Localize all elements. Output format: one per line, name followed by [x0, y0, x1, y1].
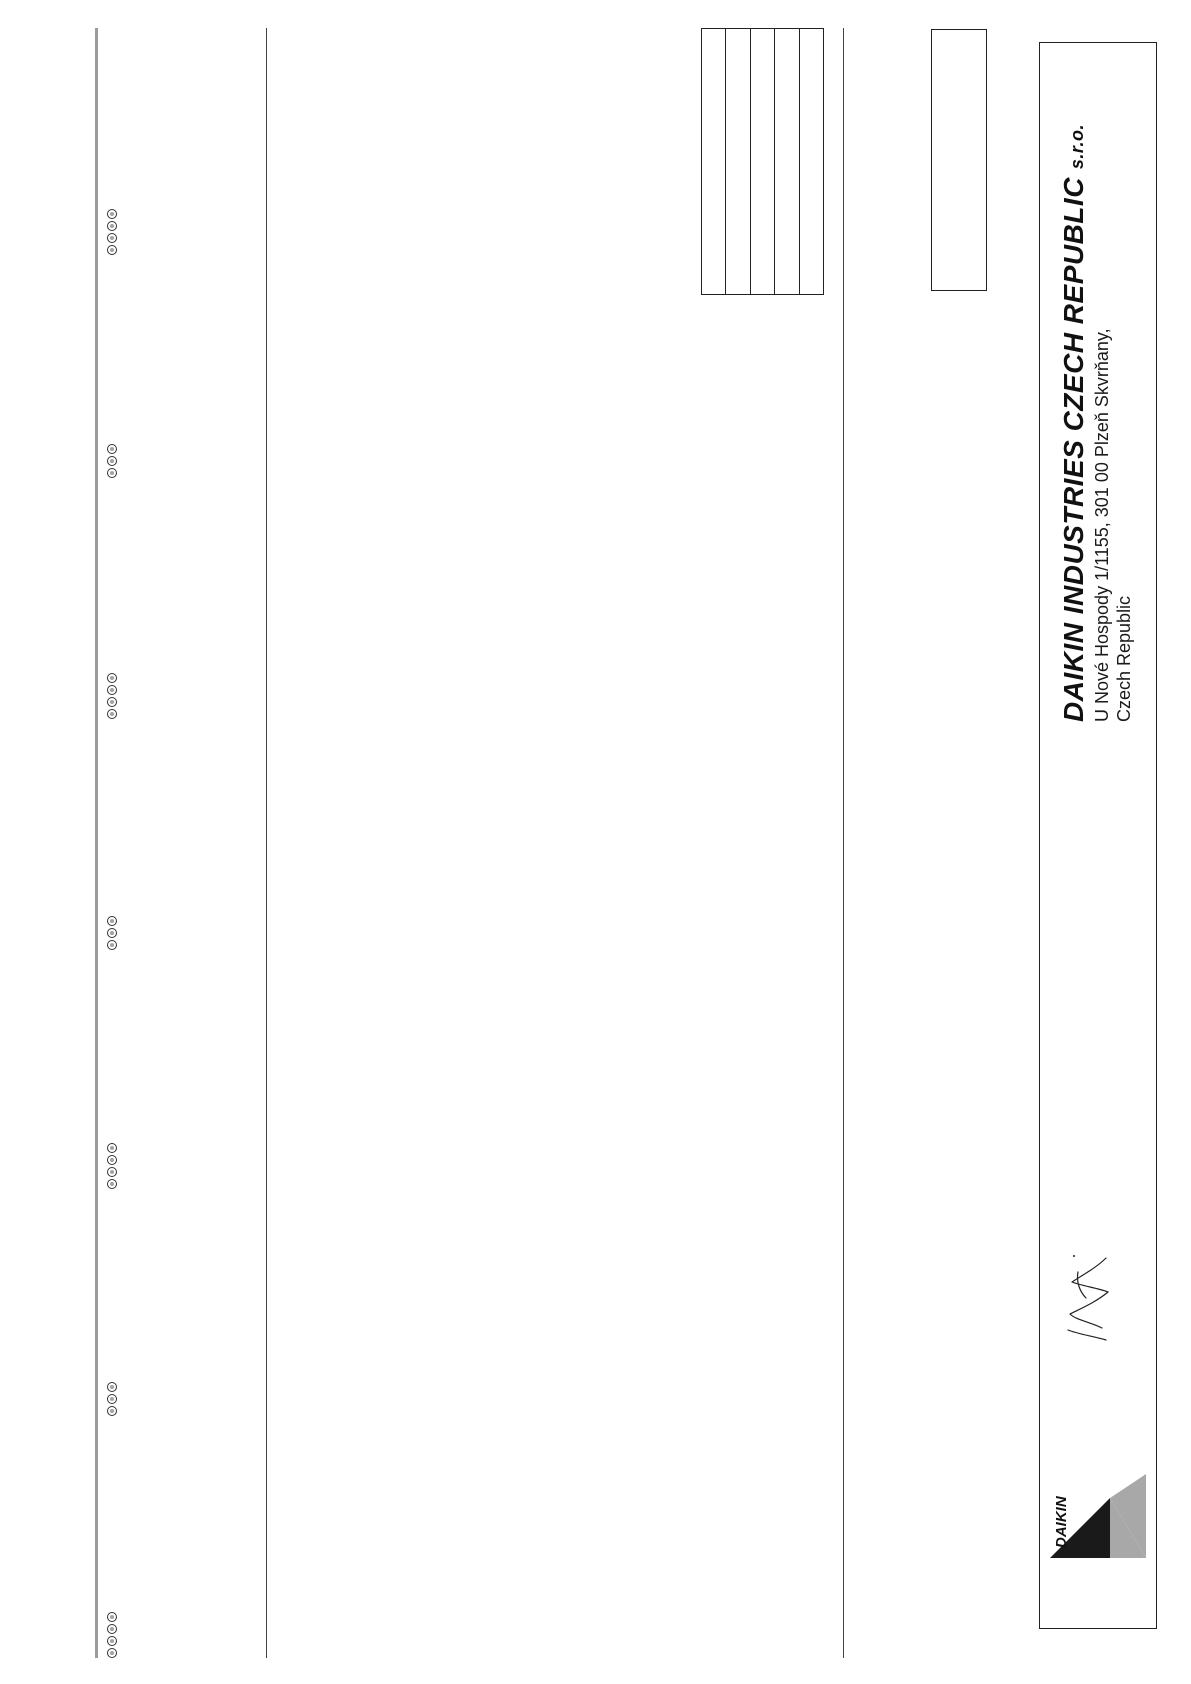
circled-marker-icon: [107, 940, 117, 950]
circled-marker-icon: [107, 456, 117, 466]
circled-marker-icon: [107, 685, 117, 695]
company-info-box: [1039, 42, 1157, 1629]
circled-marker-icon: [107, 1167, 117, 1177]
circled-marker-icon: [107, 1143, 117, 1153]
signature-icon: [1062, 1252, 1114, 1344]
circled-marker-icon: [107, 1382, 117, 1392]
daikin-logo-icon: [1050, 1474, 1146, 1558]
marker-group: [104, 444, 120, 478]
circled-marker-icon: [107, 1612, 117, 1622]
circled-marker-icon: [107, 1394, 117, 1404]
marker-group: [104, 1612, 120, 1658]
marker-group: [104, 1382, 120, 1416]
marker-group: [104, 1143, 120, 1189]
circled-marker-icon: [107, 1624, 117, 1634]
table-column: [726, 29, 750, 294]
marker-group: [104, 209, 120, 255]
circled-marker-icon: [107, 673, 117, 683]
left-margin-rule: [95, 28, 98, 1658]
column-rule-left: [266, 28, 267, 1658]
circled-marker-icon: [107, 697, 117, 707]
circled-marker-icon: [107, 1155, 117, 1165]
table-column: [775, 29, 799, 294]
table-column: [702, 29, 726, 294]
stamp-box: [931, 29, 987, 291]
table-column: [800, 29, 823, 294]
column-rule-right: [843, 28, 844, 1658]
circled-marker-icon: [107, 209, 117, 219]
circled-marker-icon: [107, 916, 117, 926]
circled-marker-icon: [107, 468, 117, 478]
company-suffix: s.r.o.: [1067, 124, 1087, 170]
circled-marker-icon: [107, 1636, 117, 1646]
circled-marker-icon: [107, 245, 117, 255]
company-name-text: DAIKIN INDUSTRIES CZECH REPUBLIC: [1058, 177, 1089, 722]
circled-marker-icon: [107, 1648, 117, 1658]
company-address-line1: U Nové Hospody 1/1155, 301 00 Plzeň Skvrňany,: [1092, 328, 1112, 722]
circled-marker-icon: [107, 444, 117, 454]
circled-marker-icon: [107, 1179, 117, 1189]
company-name: [1058, 124, 1090, 722]
circled-marker-icon: [107, 1406, 117, 1416]
circled-marker-icon: [107, 709, 117, 719]
circled-marker-icon: [107, 221, 117, 231]
company-address-line2: Czech Republic: [1114, 595, 1134, 722]
logo-text: DAIKIN: [1053, 1496, 1070, 1548]
marker-group: [104, 916, 120, 950]
table-column: [751, 29, 775, 294]
marker-group: [104, 673, 120, 719]
circled-marker-icon: [107, 928, 117, 938]
revision-table: [701, 28, 824, 295]
circled-marker-icon: [107, 233, 117, 243]
